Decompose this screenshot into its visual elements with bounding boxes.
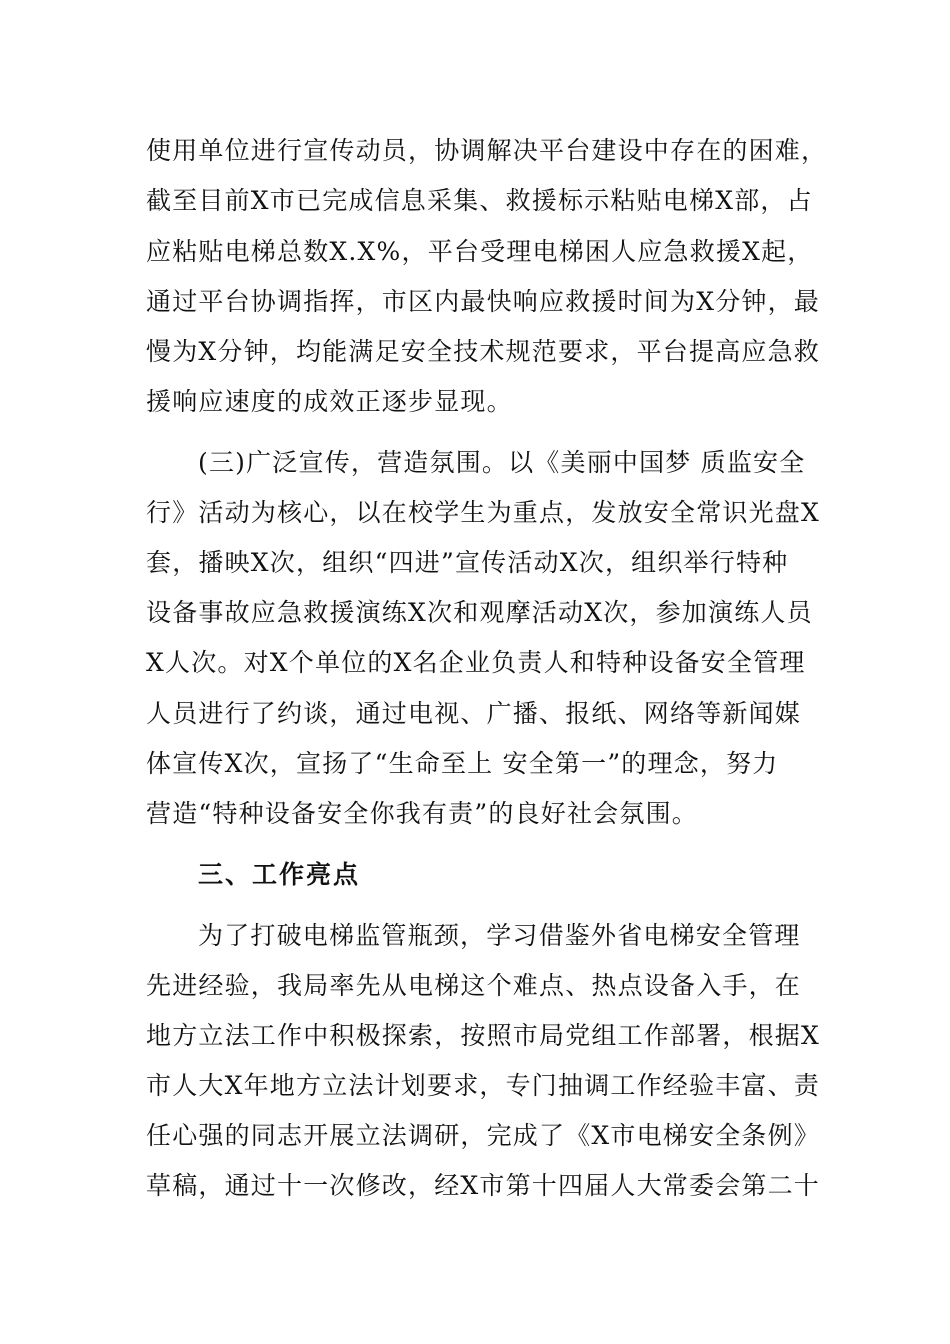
paragraph-line-1: 使用单位进行宣传动员，协调解决平台建设中存在的困难， xyxy=(146,136,828,165)
paragraph-line-21: 草稿，通过十一次修改，经X市第十四届人大常委会第二十 xyxy=(146,1171,821,1200)
paragraph-line-4: 通过平台协调指挥，市区内最快响应救援时间为X分钟，最 xyxy=(146,287,821,316)
paragraph-line-6: 援响应速度的成效正逐步显现。 xyxy=(146,387,513,416)
paragraph-line-12: 人员进行了约谈，通过电视、广播、报纸、网络等新闻媒 xyxy=(146,699,802,728)
paragraph-line-3: 应粘贴电梯总数X.X%，平台受理电梯困人应急救援X起， xyxy=(146,237,814,266)
paragraph-line-18: 地方立法工作中积极探索，按照市局党组工作部署，根据X xyxy=(146,1021,821,1050)
paragraph-line-14: 营造“特种设备安全你我有责”的良好社会氛围。 xyxy=(146,799,698,828)
paragraph-line-10: 设备事故应急救援演练X次和观摩活动X次，参加演练人员 xyxy=(146,598,813,627)
paragraph-line-11: X人次。对X个单位的X名企业负责人和特种设备安全管理 xyxy=(146,648,806,677)
paragraph-line-13: 体宣传X次，宣扬了“生命至上 安全第一”的理念，努力 xyxy=(146,749,779,778)
paragraph-line-17: 先进经验，我局率先从电梯这个难点、热点设备入手，在 xyxy=(146,971,802,1000)
paragraph-line-2: 截至目前X市已完成信息采集、救援标示粘贴电梯X部，占 xyxy=(146,186,813,215)
paragraph-line-5: 慢为X分钟，均能满足安全技术规范要求，平台提高应急救 xyxy=(146,337,821,366)
paragraph-line-8: 行》活动为核心，以在校学生为重点，发放安全常识光盘X xyxy=(146,498,821,527)
section-heading: 三、工作亮点 xyxy=(198,860,361,889)
paragraph-line-20: 任心强的同志开展立法调研，完成了《X市电梯安全条例》 xyxy=(146,1121,821,1150)
section-three-intro-line: (三)广泛宣传，营造氛围。以《美丽中国梦 质监安全 xyxy=(198,448,806,477)
paragraph-line-19: 市人大X年地方立法计划要求，专门抽调工作经验丰富、责 xyxy=(146,1071,821,1100)
paragraph-line-9: 套，播映X次，组织“四进”宣传活动X次，组织举行特种 xyxy=(146,548,789,577)
paragraph-line-16: 为了打破电梯监管瓶颈，学习借鉴外省电梯安全管理 xyxy=(198,921,801,950)
